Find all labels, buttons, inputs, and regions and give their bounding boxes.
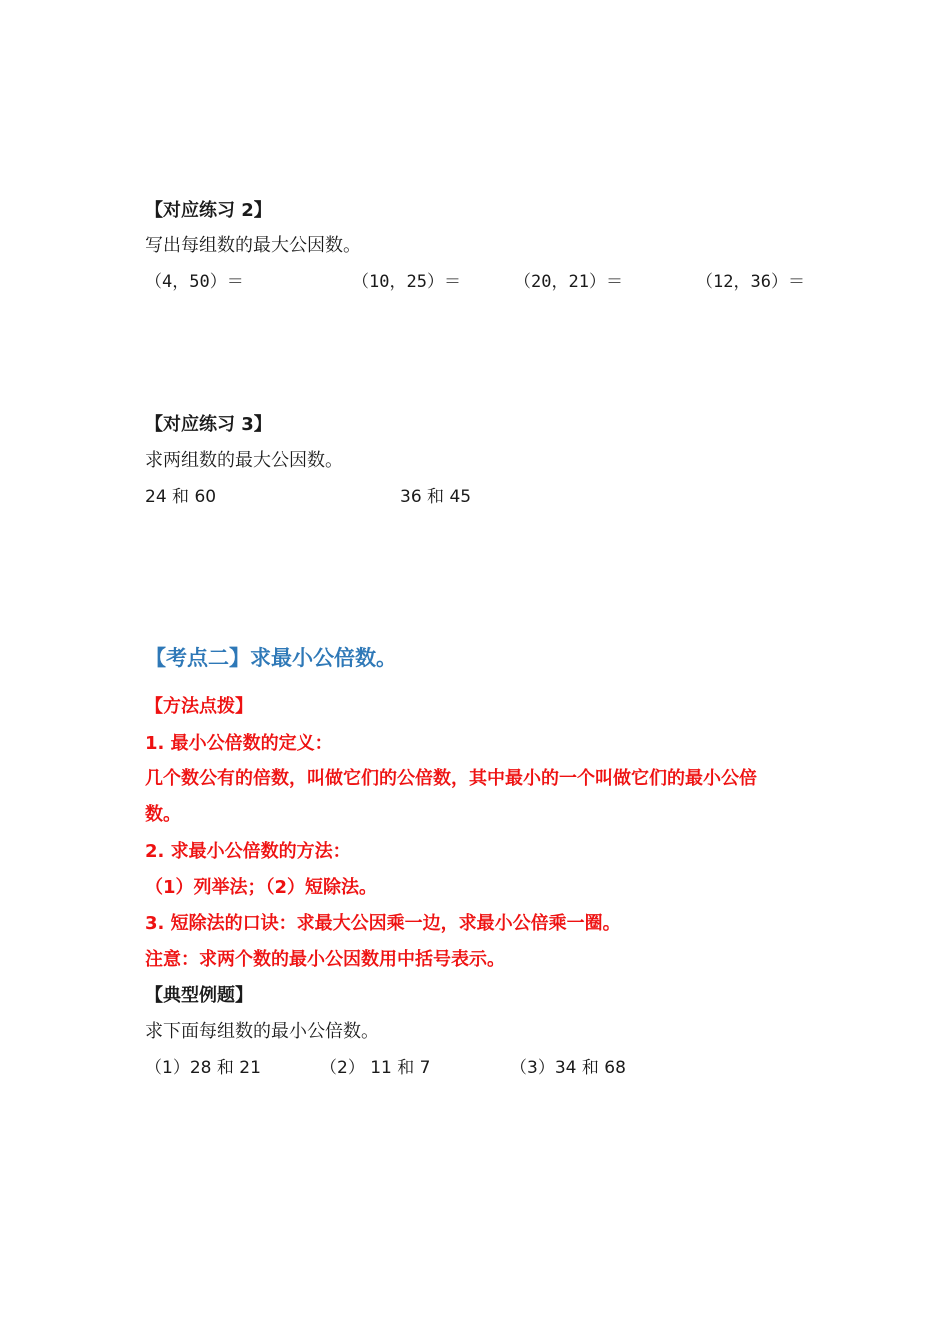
example-item-2: （2） 11 和 7 — [320, 1058, 431, 1078]
practice2-heading: 【对应练习 2】 — [145, 200, 272, 221]
methods-list: （1）列举法；（2）短除法。 — [145, 877, 378, 898]
practice2-item-3: （20，21）＝ — [514, 272, 623, 292]
definition-line-1: 几个数公有的倍数，叫做它们的公倍数，其中最小的一个叫做它们的最小公倍 — [145, 768, 757, 789]
example-heading: 【典型例题】 — [145, 985, 253, 1006]
practice2-instruction: 写出每组数的最大公因数。 — [145, 235, 361, 256]
practice2-item-1: （4，50）＝ — [145, 272, 244, 292]
practice3-item-1: 24 和 60 — [145, 487, 217, 507]
note: 注意：求两个数的最小公因数用中括号表示。 — [145, 949, 505, 970]
example-item-3: （3）34 和 68 — [510, 1058, 626, 1078]
definition-line-2: 数。 — [145, 804, 181, 825]
practice3-heading: 【对应练习 3】 — [145, 414, 272, 435]
practice2-item-4: （12，36）＝ — [696, 272, 805, 292]
topic2-title: 【考点二】求最小公倍数。 — [145, 646, 397, 670]
definition-title: 1. 最小公倍数的定义： — [145, 733, 333, 754]
practice3-item-2: 36 和 45 — [400, 487, 472, 507]
method-heading: 【方法点拨】 — [145, 696, 253, 717]
mnemonic: 3. 短除法的口诀：求最大公因乘一边，求最小公倍乘一圈。 — [145, 913, 621, 934]
practice3-instruction: 求两组数的最大公因数。 — [145, 450, 343, 471]
example-instruction: 求下面每组数的最小公倍数。 — [145, 1021, 379, 1042]
method-title: 2. 求最小公倍数的方法： — [145, 841, 351, 862]
example-item-1: （1）28 和 21 — [145, 1058, 261, 1078]
practice2-item-2: （10，25）＝ — [352, 272, 461, 292]
